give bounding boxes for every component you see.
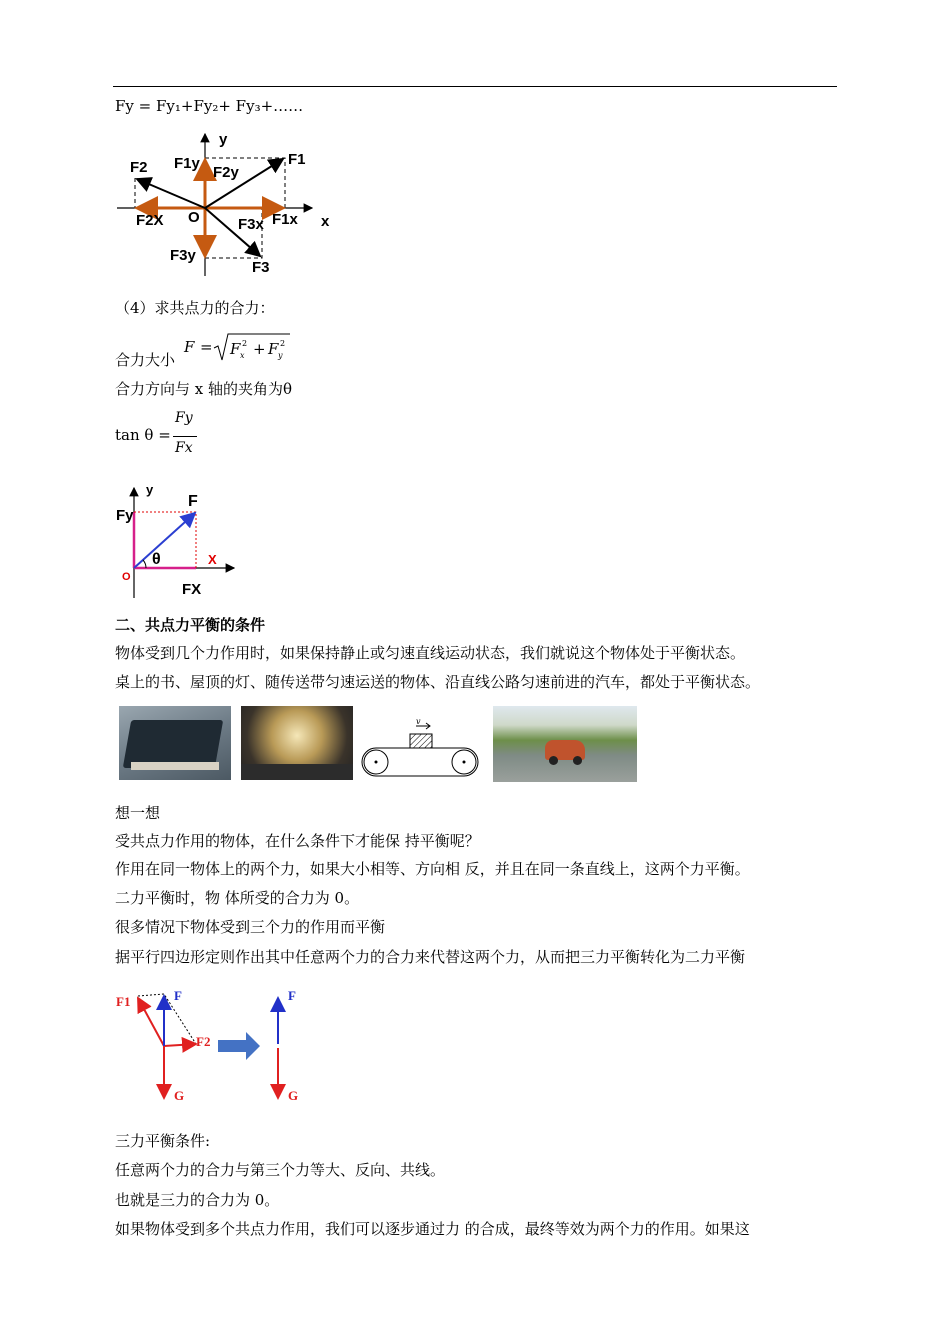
- tan-numerator: Fy: [175, 410, 193, 426]
- tan-denominator: Fx: [175, 440, 193, 456]
- x-label: x: [321, 213, 330, 230]
- f2-force: [164, 1044, 196, 1046]
- y-label: y: [219, 131, 228, 148]
- paragraph-8: 三力平衡条件:: [115, 1132, 211, 1150]
- header-rule: [113, 86, 837, 87]
- section-2-title: 二、共点力平衡的条件: [115, 616, 266, 634]
- three-force-figure: [112, 984, 312, 1108]
- resultant-force-figure: [112, 478, 242, 604]
- paragraph-10: 也就是三力的合力为 0。: [115, 1191, 280, 1209]
- svg-text:2: 2: [242, 339, 248, 348]
- svg-text:2: 2: [280, 339, 286, 348]
- book-photo: [119, 706, 231, 780]
- x-label-2: X: [208, 552, 217, 567]
- f-force-label: F: [174, 988, 182, 1003]
- tan-lhs: tan θ =: [115, 426, 171, 444]
- g-right-label: G: [288, 1088, 299, 1103]
- y-label-2: y: [146, 482, 154, 497]
- f2y-label: F2y: [213, 164, 239, 181]
- f1y-label: F1y: [174, 155, 200, 172]
- svg-text:+: +: [253, 340, 266, 358]
- g-force-label: G: [174, 1088, 185, 1103]
- theta-label: θ: [152, 551, 161, 568]
- f3x-label: F3x: [238, 216, 264, 233]
- f2-label: F2: [130, 159, 148, 176]
- svg-text:F: F: [184, 338, 195, 356]
- paragraph-6: 很多情况下物体受到三个力的作用而平衡: [115, 918, 386, 936]
- f1-force: [138, 998, 164, 1046]
- paragraph-1: 物体受到几个力作用时，如果保持静止或匀速直线运动状态，我们就说这个物体处于平衡状态。: [115, 644, 746, 662]
- paragraph-11: 如果物体受到多个共点力作用，我们可以逐步通过力 的合成，最终等效为两个力的作用。如果这: [115, 1220, 750, 1238]
- f3y-label: F3y: [170, 247, 196, 264]
- svg-text:y: y: [278, 351, 283, 360]
- svg-text:x: x: [240, 351, 245, 360]
- f-right-label: F: [288, 988, 296, 1003]
- conveyor-v-label: v: [416, 717, 421, 726]
- f2-force-label: F2: [196, 1034, 211, 1049]
- paragraph-4: 作用在同一物体上的两个力，如果大小相等、方向相 反，并且在同一条直线上，这两个力平衡。: [115, 860, 750, 878]
- think-title: 想一想: [115, 804, 161, 822]
- origin-label: O: [188, 209, 200, 226]
- paragraph-5: 二力平衡时，物 体所受的合力为 0。: [115, 889, 360, 907]
- chandelier-photo: [241, 706, 353, 780]
- formula-fy: Fy = Fy₁+Fy₂+ Fy₃+……: [115, 97, 304, 115]
- f2-vector: [137, 179, 205, 208]
- f-label: F: [188, 493, 198, 510]
- f1-force-label: F1: [116, 994, 131, 1009]
- svg-text:F: F: [268, 340, 279, 358]
- force-decomposition-figure: [112, 126, 342, 278]
- direction-text: 合力方向与 x 轴的夹角为θ: [115, 380, 293, 398]
- conveyor-belt-figure: [360, 716, 480, 778]
- resultant-f-vector: [134, 513, 195, 568]
- f2x-label: F2X: [136, 212, 164, 229]
- paragraph-2: 桌上的书、屋顶的灯、随传送带匀速运送的物体、沿直线公路匀速前进的汽车，都处于平衡状态。: [115, 673, 761, 691]
- magnitude-formula: [180, 330, 300, 366]
- paragraph-7: 据平行四边形定则作出其中任意两个力的合力来代替这两个力，从而把三力平衡转化为二力平衡: [115, 948, 746, 966]
- f1-label: F1: [288, 151, 306, 168]
- car-photo: [493, 706, 637, 782]
- svg-text:F: F: [230, 340, 241, 358]
- tan-formula: [115, 410, 215, 466]
- paragraph-3: 受共点力作用的物体，在什么条件下才能保 持平衡呢？: [115, 832, 480, 850]
- f3-label: F3: [252, 259, 270, 276]
- transform-arrow-icon: [218, 1032, 260, 1060]
- svg-text:=: =: [200, 338, 213, 356]
- origin-label-2: O: [122, 571, 131, 583]
- f1x-label: F1x: [272, 211, 298, 228]
- fy-label: Fy: [116, 507, 134, 524]
- magnitude-label: 合力大小: [115, 351, 176, 369]
- step-4: （4）求共点力的合力：: [115, 299, 275, 317]
- paragraph-9: 任意两个力的合力与第三个力等大、反向、共线。: [115, 1161, 446, 1179]
- fx-label: FX: [182, 581, 202, 598]
